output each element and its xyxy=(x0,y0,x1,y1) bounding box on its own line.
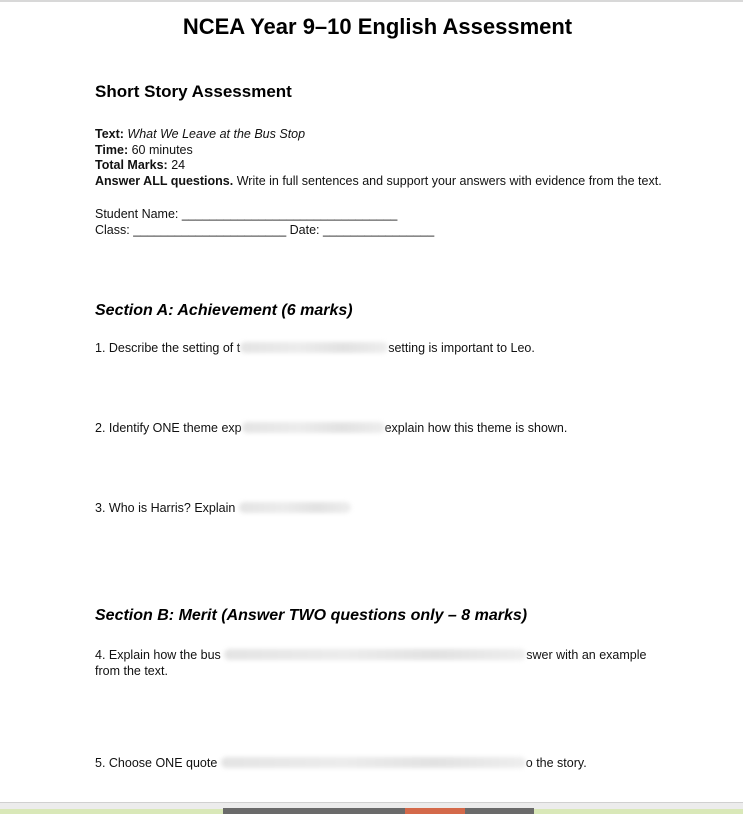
section-b-heading: Section B: Merit (Answer TWO questions only – 8 marks) xyxy=(95,607,528,624)
question-4 xyxy=(95,648,670,679)
redacted-text xyxy=(239,502,351,513)
time-line xyxy=(95,143,670,159)
question-5-start: 5. Choose ONE quote xyxy=(95,756,218,770)
question-1-start: 1. Describe the setting of t xyxy=(95,341,241,355)
question-2-start: 2. Identify ONE theme exp xyxy=(95,421,242,435)
marks-line xyxy=(95,158,670,174)
question-2 xyxy=(95,421,670,437)
section-a-heading: Section A: Achievement (6 marks) xyxy=(95,302,353,319)
text-value: What We Leave at the Bus Stop xyxy=(127,127,306,141)
class-date-field[interactable]: Class: ______________________ Date: ________________ xyxy=(95,222,435,237)
redacted-text xyxy=(242,422,385,433)
assessment-meta xyxy=(95,127,670,189)
time-label: Time: xyxy=(95,142,129,157)
question-5 xyxy=(95,756,670,772)
student-fields xyxy=(95,207,670,238)
question-1-end: setting is important to Leo. xyxy=(388,341,535,355)
redacted-text xyxy=(240,342,388,353)
redacted-text xyxy=(224,649,526,660)
document-body xyxy=(95,82,670,770)
question-1 xyxy=(95,341,670,357)
page-footer-bar xyxy=(0,802,743,814)
document-title: NCEA Year 9–10 English Assessment xyxy=(182,14,573,39)
instructions-line xyxy=(95,174,670,190)
question-4-end: swer with an example xyxy=(526,648,647,662)
question-4-start: 4. Explain how the bus xyxy=(95,648,221,662)
text-label: Text: xyxy=(95,127,124,141)
assessment-subtitle: Short Story Assessment xyxy=(95,82,292,101)
marks-value: 24 xyxy=(171,158,186,172)
redacted-text xyxy=(221,757,526,768)
top-rule xyxy=(0,0,743,2)
marks-label: Total Marks: xyxy=(95,158,168,172)
question-3 xyxy=(95,501,670,517)
question-2-end: explain how this theme is shown. xyxy=(384,421,568,435)
time-value: 60 minutes xyxy=(131,142,193,157)
instructions-text: Write in full sentences and support your answers with evidence from the text. xyxy=(236,173,662,188)
instructions-bold: Answer ALL questions. xyxy=(95,173,234,188)
question-4-line-2: from the text. xyxy=(95,663,168,678)
footer-marker xyxy=(405,808,465,814)
question-3-start: 3. Who is Harris? Explain xyxy=(95,501,236,515)
footer-scroll-thumb[interactable] xyxy=(223,808,534,814)
question-5-end: o the story. xyxy=(525,756,587,770)
question-4-line-1 xyxy=(95,648,670,664)
text-line xyxy=(95,127,670,143)
student-name-field[interactable]: Student Name: _______________________________ xyxy=(95,207,398,221)
